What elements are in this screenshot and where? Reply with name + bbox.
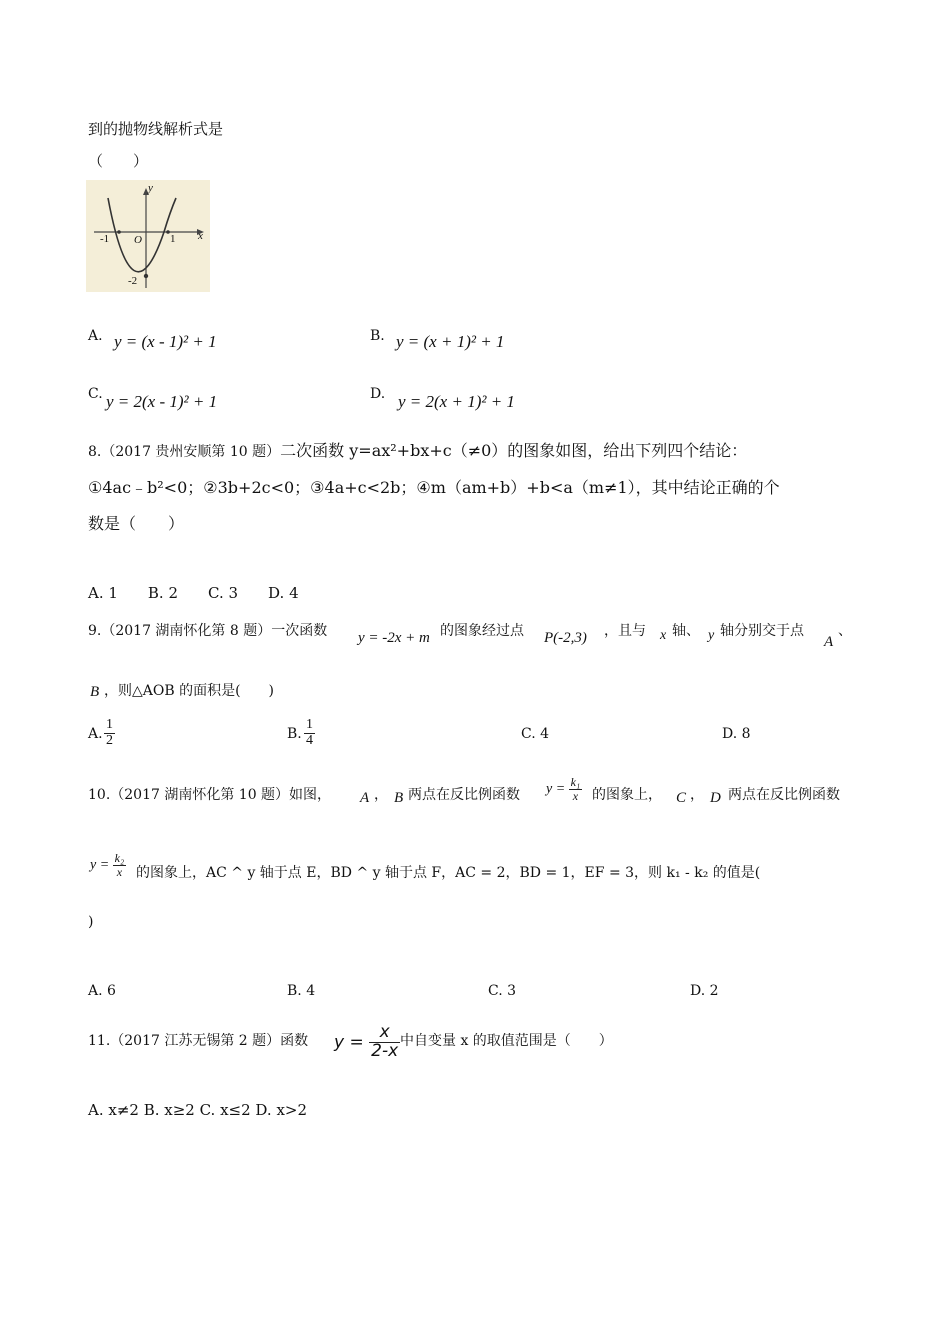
q9-option-b-frac [304, 718, 315, 748]
q10-func-1-num: k₁ [570, 775, 581, 789]
q10-line2: 的图象上，AC ^ y 轴于点 E，BD ^ y 轴于点 F，AC = 2，BD = 1，EF = 3，则 k₁ - k₂ 的值是( [136, 865, 761, 881]
graph-label-x: x [198, 230, 203, 242]
parabola-graph [86, 180, 210, 292]
q10-mid3: 两点在反比例函数 [728, 787, 840, 803]
q10-func-2-lhs: y = [90, 857, 110, 873]
question-8 [88, 438, 747, 461]
q9-point: P(-2,3) [544, 630, 587, 646]
q8-text-2: ①4ac﹣b²<0；②3b+2c<0；③4a+c<2b；④m（am+b）+b<a（m≠1），其中结论正确的个 [88, 478, 780, 497]
q9-A: A [824, 634, 834, 650]
q9-mid1: 的图象经过点 [440, 623, 524, 639]
q10-mid1: 两点在反比例函数 [408, 787, 520, 803]
q11-func [334, 1024, 400, 1061]
q9-line2: ，则△AOB 的面积是( ) [104, 683, 275, 699]
q11-options: A. x≠2 B. x≥2 C. x≤2 D. x>2 [88, 1101, 308, 1119]
option-d-letter: D. [370, 386, 386, 402]
q9-expr: y = -2x + m [358, 630, 430, 646]
q10-C: C [676, 790, 687, 806]
q11-func-lhs: y = [334, 1032, 364, 1053]
option-c-letter: C. [88, 386, 103, 402]
parabola-curve [108, 198, 176, 272]
q8-text-3: 数是（ ） [88, 514, 185, 533]
q10-option-c: C. 3 [488, 983, 517, 999]
option-a-expr: y = (x - 1)² + 1 [114, 332, 217, 351]
q9-mid3: 轴、 [672, 623, 700, 639]
q9-option-a-letter: A. [88, 726, 103, 742]
q8-source: 8.（2017 贵州安顺第 10 题） [88, 444, 281, 460]
q9-mid4: 轴分别交于点 [720, 623, 804, 639]
graph-label-neg1: -1 [100, 233, 110, 245]
q8-options: A. 1 B. 2 C. 3 D. 4 [88, 584, 299, 602]
intro-text: 到的抛物线解析式是 [88, 120, 224, 138]
root-point-left [117, 230, 121, 234]
q10-option-a: A. 6 [88, 983, 116, 999]
q9-tail: 、 [838, 623, 852, 639]
option-b-letter: B. [370, 328, 385, 344]
q9-option-d: D. 8 [722, 726, 751, 742]
q9-x: x [660, 628, 667, 643]
answer-bracket: （ ） [88, 152, 149, 170]
option-c-expr: y = 2(x - 1)² + 1 [106, 392, 218, 411]
q9-option-a-num: 1 [106, 717, 113, 732]
q10-D: D [710, 790, 721, 806]
q9-B: B [90, 684, 100, 700]
graph-label-y: y [148, 182, 153, 194]
q10-func-1-den: x [572, 788, 579, 803]
q9-mid2: ，且与 [604, 623, 646, 639]
q10-B: B [394, 790, 404, 806]
q8-text-1: 二次函数 y=ax²+bx+c（≠0）的图象如图，给出下列四个结论： [280, 441, 748, 460]
q10-comma-2: ， [690, 787, 704, 803]
q10-close: ) [88, 914, 94, 930]
graph-label-pos1: 1 [170, 233, 176, 245]
q10-func-2 [90, 852, 126, 878]
q9-option-c: C. 4 [521, 726, 550, 742]
option-a-letter: A. [88, 328, 103, 344]
q9-option-b-letter: B. [287, 726, 302, 742]
q9-option-b-num: 1 [306, 717, 313, 732]
q9-y: y [708, 628, 715, 643]
q10-func-1-lhs: y = [546, 781, 566, 797]
q11-prefix: 11.（2017 江苏无锡第 2 题）函数 [88, 1033, 309, 1049]
q10-A: A [360, 790, 370, 806]
q11-func-den: 2-x [371, 1040, 399, 1061]
q11-func-num: x [369, 1024, 400, 1043]
graph-label-neg2: -2 [128, 275, 138, 287]
q10-mid2: 的图象上， [592, 787, 662, 803]
q11-suffix: 中自变量 x 的取值范围是（ ） [400, 1033, 613, 1049]
q9-option-a-den: 2 [106, 732, 113, 748]
q10-option-b: B. 4 [287, 983, 316, 999]
q10-comma-1: ， [374, 787, 388, 803]
q9-prefix: 9.（2017 湖南怀化第 8 题）一次函数 [88, 623, 328, 639]
vertex-point [144, 274, 148, 278]
option-d-expr: y = 2(x + 1)² + 1 [398, 392, 515, 411]
option-b-expr: y = (x + 1)² + 1 [396, 332, 505, 351]
graph-label-origin: O [134, 234, 142, 246]
q10-func-1 [546, 776, 582, 802]
q10-prefix: 10.（2017 湖南怀化第 10 题）如图， [88, 787, 332, 803]
q9-option-b-den: 4 [306, 732, 313, 748]
q10-func-2-num: k₂ [114, 851, 125, 865]
q10-option-d: D. 2 [690, 983, 719, 999]
q10-func-2-den: x [116, 864, 123, 879]
q9-option-a-frac [104, 718, 115, 748]
